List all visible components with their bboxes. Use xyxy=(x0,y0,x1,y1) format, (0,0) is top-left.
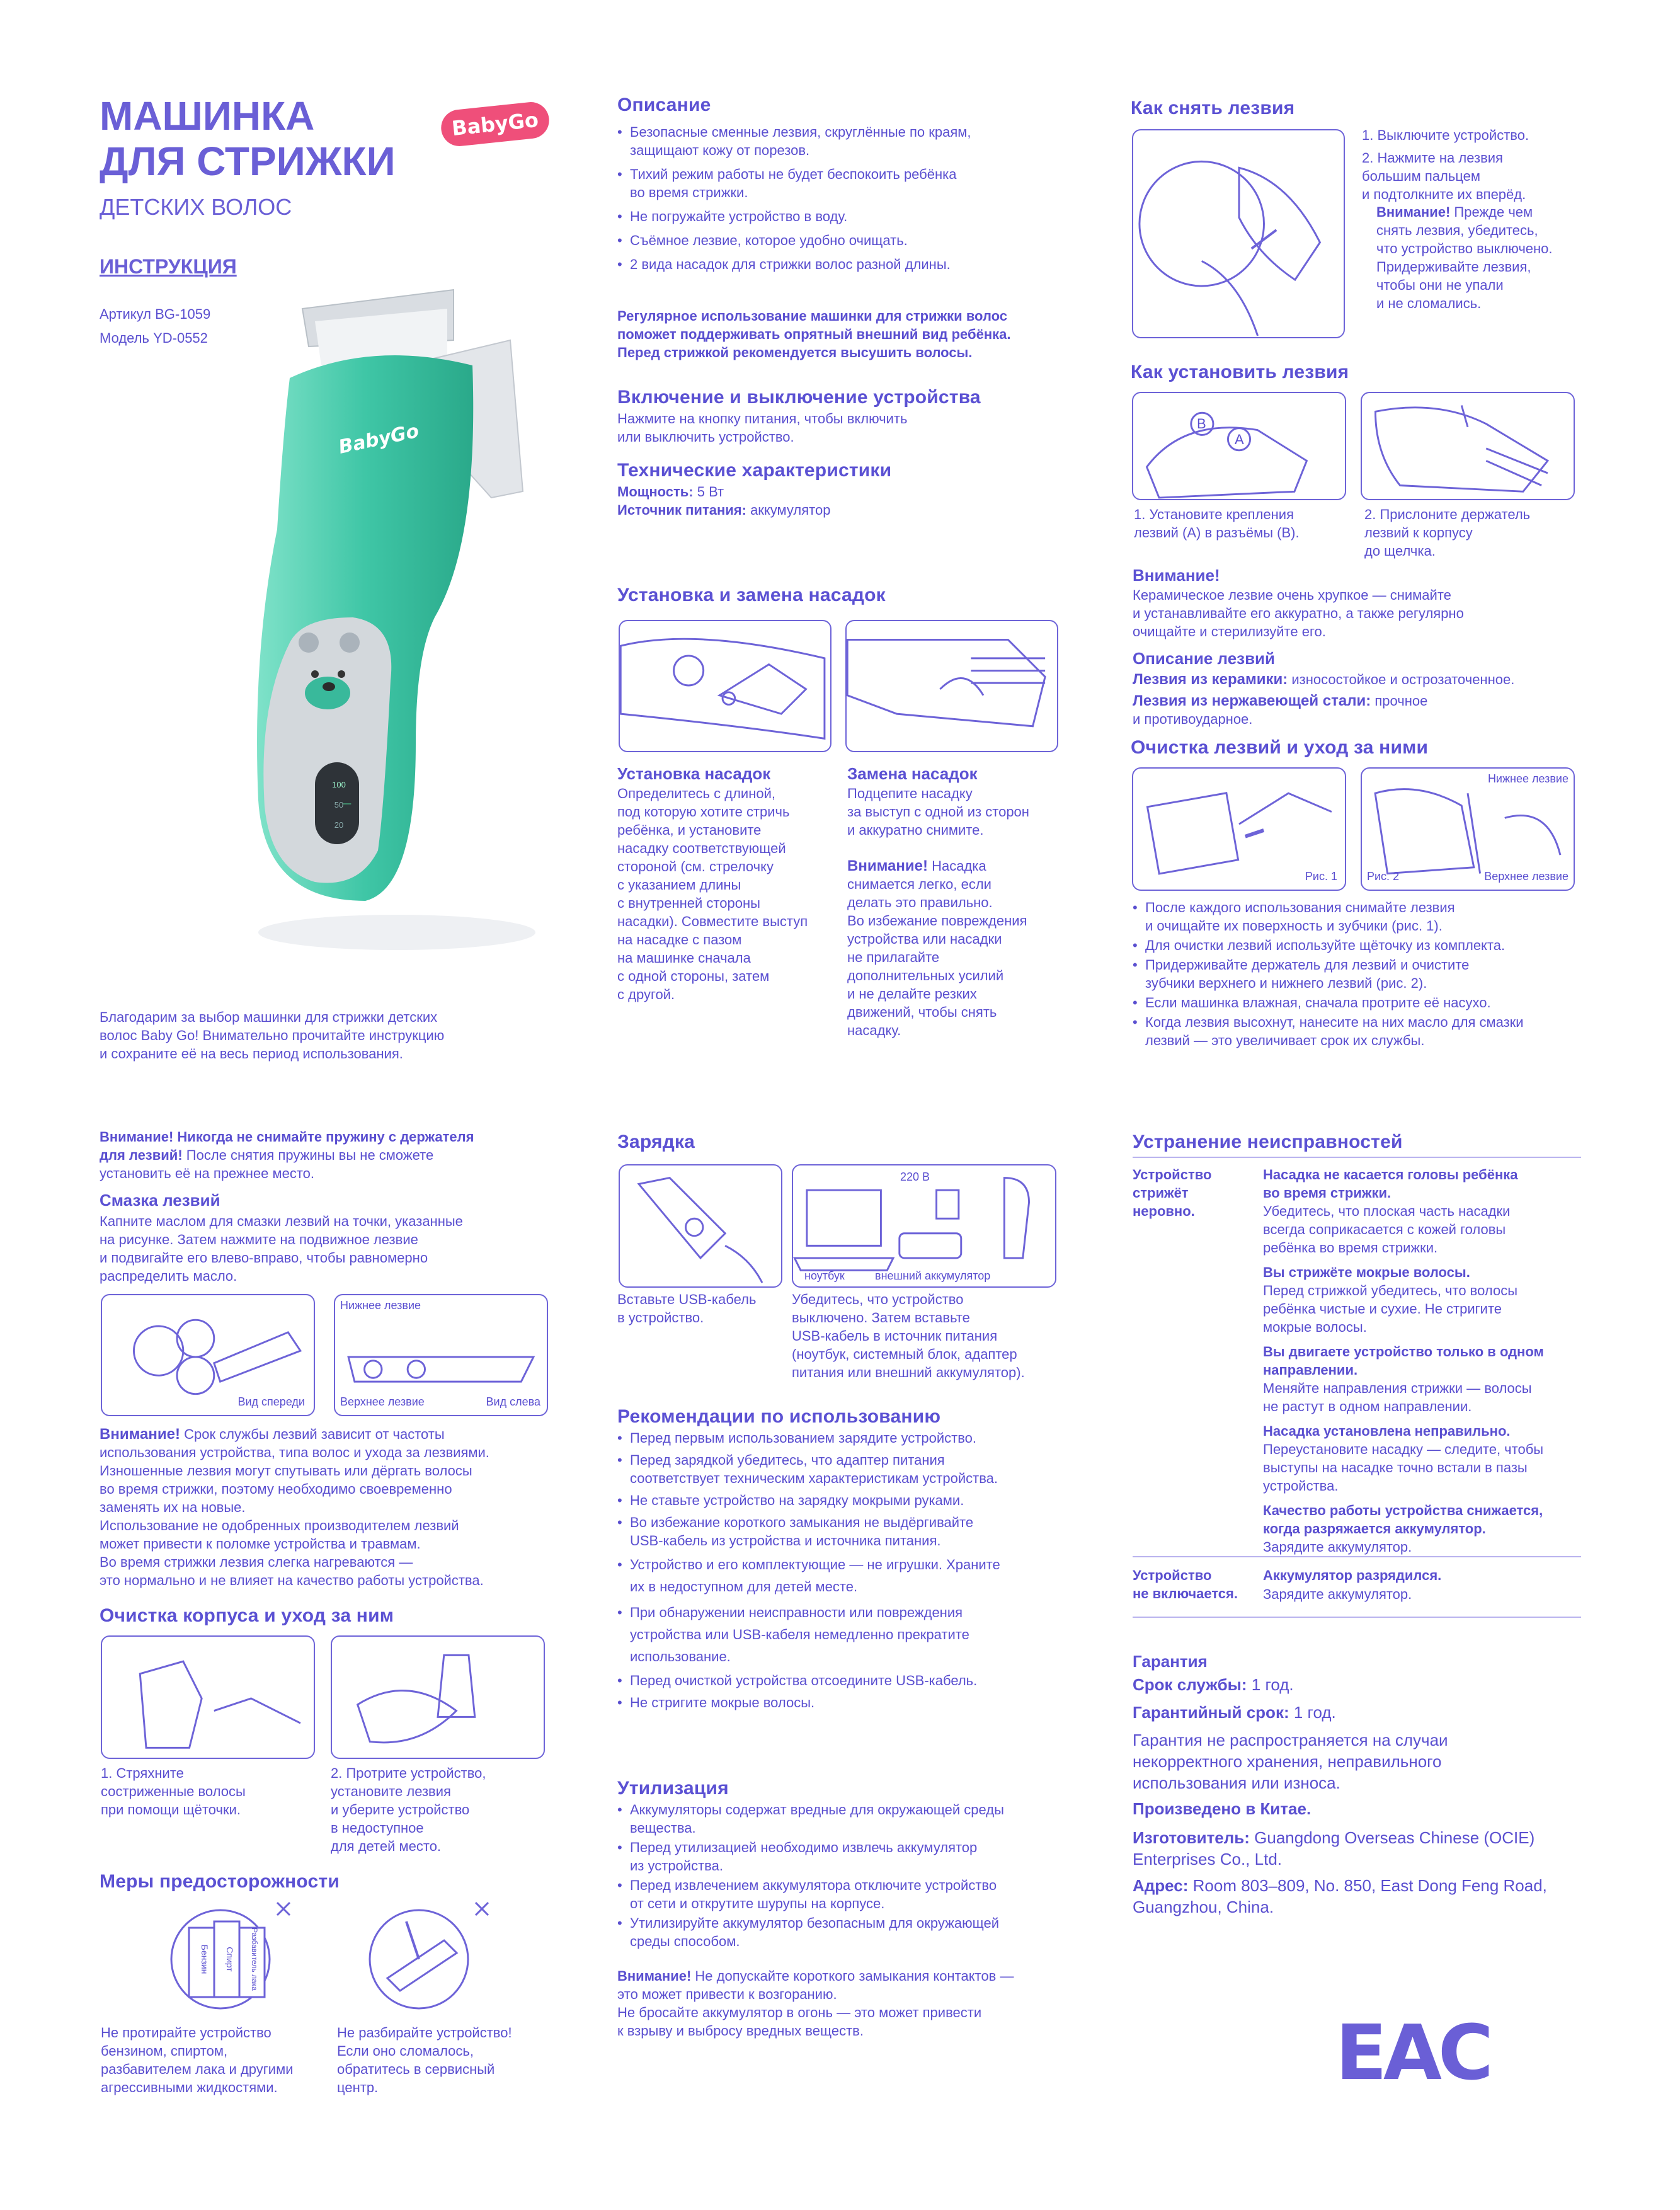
solution-fix: Перед стрижкой убедитесь, что волосы ребёнка чистые и сухие. Не стригите мокрые волосы. xyxy=(1263,1283,1518,1335)
body-clean-heading: Очистка корпуса и уход за ним xyxy=(100,1605,394,1626)
solution-cause: Вы стрижёте мокрые волосы. xyxy=(1263,1264,1470,1280)
lubrication-image-1 xyxy=(101,1294,315,1416)
list-item: • Безопасные сменные лезвия, скруглённые по краям, защищают кожу от порезов. xyxy=(617,123,1071,159)
specs-source xyxy=(617,501,831,519)
list-item: • Для очистки лезвий используйте щёточку из комплекта. xyxy=(1133,936,1586,954)
voltage-label: 220 В xyxy=(900,1171,930,1183)
solution-item xyxy=(1263,1422,1578,1495)
body-clean-step-2: 2. Протрите устройство, установите лезвия и уберите устройство в недоступное для детей место. xyxy=(331,1765,486,1854)
steel-text: прочное и противоударное. xyxy=(1133,693,1428,727)
divider xyxy=(1133,1617,1581,1618)
divider xyxy=(1133,1157,1581,1158)
remove-blades-drawing xyxy=(1133,130,1344,337)
display-value-3: 20 xyxy=(334,820,344,830)
solution-fix: Убедитесь, что плоская часть насадки всегда соприкасается с кожей головы ребёнка во время стрижки. xyxy=(1263,1203,1511,1256)
ceramic-label: Лезвия из керамики: xyxy=(1133,671,1288,688)
brand-logo xyxy=(439,100,551,148)
body-clean-drawing-2 xyxy=(332,1637,544,1758)
attachment-install-image xyxy=(619,620,831,752)
warning-label: Внимание! xyxy=(847,857,928,874)
front-view-label: Вид спереди xyxy=(237,1395,305,1408)
steel-label: Лезвия из нержавеющей стали: xyxy=(1133,692,1371,709)
troubleshooting-heading: Устранение неисправностей xyxy=(1133,1131,1403,1152)
list-item: • Перед утилизацией необходимо извлечь аккумулятор из устройства. xyxy=(617,1838,1083,1875)
install-blades-image-1 xyxy=(1132,392,1346,500)
spring-bold: Внимание! Никогда не снимайте пружину с держателя для лезвий! xyxy=(100,1129,474,1163)
display-readout xyxy=(320,775,358,835)
page-title xyxy=(100,93,396,184)
lubrication-heading: Смазка лезвий xyxy=(100,1191,220,1210)
body-clean-step-1: 1. Стряхните состриженные волосы при помощи щёточки. xyxy=(101,1765,246,1818)
list-item: • Придерживайте держатель для лезвий и очистите зубчики верхнего и нижнего лезвий (рис. 2). xyxy=(1133,956,1586,992)
title-line-1: МАШИНКА xyxy=(100,93,315,139)
title-line-2: ДЛЯ СТРИЖКИ xyxy=(100,139,396,184)
solution-cause: Насадка не касается головы ребёнка во время стрижки. xyxy=(1263,1167,1518,1201)
precaution-caption-1: Не протирайте устройство бензином, спиртом, разбавителем лака и другими агрессивными жидкостями. xyxy=(101,2025,294,2095)
list-item: • После каждого использования снимайте лезвия и очищайте их поверхность и зубчики (рис. 1). xyxy=(1133,898,1586,935)
description-heading: Описание xyxy=(617,94,711,115)
warranty-text: Гарантия не распространяется на случаи некорректного хранения, неправильного использования или износа. xyxy=(1133,1731,1448,1792)
blade-steel xyxy=(1133,692,1427,728)
device-brand: BabyGo xyxy=(336,420,421,459)
life-label: Срок службы: xyxy=(1133,1675,1247,1694)
specs-source-label: Источник питания: xyxy=(617,502,746,518)
problem-uneven: Устройство стрижёт неровно. xyxy=(1133,1167,1212,1219)
solution-fix: Зарядите аккумулятор. xyxy=(1263,1586,1412,1602)
blade-desc-heading: Описание лезвий xyxy=(1133,649,1276,668)
precautions-heading: Меры предосторожности xyxy=(100,1871,340,1892)
brand-logo-text: BabyGo xyxy=(450,107,540,141)
attachment-install-drawing xyxy=(620,621,830,751)
replace-attachment-heading: Замена насадок xyxy=(847,764,978,783)
blade-ceramic xyxy=(1133,670,1514,689)
list-item: • 2 вида насадок для стрижки волос разной длины. xyxy=(617,255,1071,273)
upper-blade-label: Верхнее лезвие xyxy=(1484,870,1569,883)
list-item: • Устройство и его комплектующие — не игрушки. Храните их в недоступном для детей месте. xyxy=(617,1554,1083,1598)
disposal-warning xyxy=(617,1967,1014,2040)
divider xyxy=(1133,1556,1581,1557)
solution-fix: Меняйте направления стрижки — волосы не растут в одном направлении. xyxy=(1263,1380,1532,1414)
remove-warning xyxy=(1376,203,1553,312)
spring-warning xyxy=(100,1128,474,1182)
address-value: Room 803–809, No. 850, East Dong Feng Road, Guangzhou, China. xyxy=(1133,1876,1547,1916)
solutions-uneven xyxy=(1263,1165,1578,1556)
bottle-2-label: Спирт xyxy=(225,1947,235,1972)
address-label: Адрес: xyxy=(1133,1876,1189,1895)
specs-power xyxy=(617,483,724,501)
list-item: • Съёмное лезвие, которое удобно очищать. xyxy=(617,231,1071,249)
install-warning-label: Внимание! xyxy=(1133,566,1220,585)
warning-text: Прежде чем снять лезвия, убедитесь, что устройство выключено. Придерживайте лезвия, чтобы они не упали и не сломались. xyxy=(1376,204,1553,311)
list-item: • Перед первым использованием зарядите устройство. xyxy=(617,1429,1083,1447)
list-item: • Утилизируйте аккумулятор безопасным для окружающей среды способом. xyxy=(617,1914,1083,1950)
warning-text: Не допускайте короткого замыкания контактов — это может привести к возгоранию. Не бросайте аккумулятор в огонь — это может привести к взрыву и выбросу вредных веществ. xyxy=(617,1968,1014,2039)
install-blades-drawing-2 xyxy=(1362,393,1574,499)
list-item: • Перед очисткой устройства отсоедините USB-кабель. xyxy=(617,1671,1083,1690)
install-attachment-text: Определитесь с длиной, под которую хотите стричь ребёнка, и установите насадку соответствующей стороной (см. стрелочку с указанием длины с внутренней стороны насадки). Совместите выступ на насадке с пазом на машинке сначала с одной стороны, затем с другой. xyxy=(617,786,808,1002)
list-item: • Если машинка влажная, сначала протрите её насухо. xyxy=(1133,993,1586,1012)
precaution-image-2 xyxy=(350,1896,501,2010)
instruction-label: ИНСТРУКЦИЯ xyxy=(100,255,237,278)
solution-cause: Аккумулятор разрядился. xyxy=(1263,1567,1442,1583)
install-blades-heading: Как установить лезвия xyxy=(1131,362,1349,382)
body-clean-image-1 xyxy=(101,1635,315,1759)
term-value: 1 год. xyxy=(1289,1703,1336,1722)
problem-no-power: Устройство не включается. xyxy=(1133,1567,1238,1601)
lower-blade-label: Нижнее лезвие xyxy=(340,1299,421,1312)
list-item: • Не стригите мокрые волосы. xyxy=(617,1693,1083,1712)
replace-attachment-text: Подцепите насадку за выступ с одной из сторон и аккуратно снимите. xyxy=(847,786,1029,838)
disposal-heading: Утилизация xyxy=(617,1778,729,1799)
list-item: • Перед извлечением аккумулятора отключите устройство от сети и открутите шурупы на корпусе. xyxy=(617,1876,1083,1913)
list-item: • Не погружайте устройство в воду. xyxy=(617,207,1071,226)
address xyxy=(1133,1875,1547,1918)
power-heading: Включение и выключение устройства xyxy=(617,387,981,408)
warning-text: Срок службы лезвий зависит от частоты использования устройства, типа волос и ухода за лезвиями. Изношенные лезвия могут спутывать или дёргать волосы во время стрижки, поэтому необходимо своевременно заменять их на новые. Использование не одобренных производителем лезвий может привести к поломке устройства и травмам. Во время стрижки лезвия слегка нагреваются — это нормально и не влияет на качество работы устройства. xyxy=(100,1426,489,1588)
product-illustration xyxy=(227,265,554,970)
warranty-heading: Гарантия xyxy=(1133,1652,1208,1671)
attachment-replace-drawing xyxy=(847,621,1057,751)
maker-label: Изготовитель: xyxy=(1133,1828,1250,1847)
install-step-2: 2. Прислоните держатель лезвий к корпусу до щелчка. xyxy=(1364,507,1531,559)
blade-clean-image-2 xyxy=(1361,767,1575,891)
manufacturer xyxy=(1133,1827,1534,1870)
remove-step-2: 2. Нажмите на лезвия большим пальцем и подтолкните их вперёд. xyxy=(1362,150,1526,202)
blade-clean-list xyxy=(1133,898,1586,1051)
eac-mark: EAC xyxy=(1335,2010,1490,2097)
display-value-1: 100 xyxy=(332,780,346,789)
bottle-1-label: Бензин xyxy=(200,1944,210,1974)
charging-caption-2: Убедитесь, что устройство выключено. Затем вставьте USB-кабель в источник питания (ноутбук, системный блок, адаптер питания или внешний аккумулятор). xyxy=(792,1291,1025,1380)
warning-label: Внимание! xyxy=(1376,204,1451,220)
list-item: • Аккумуляторы содержат вредные для окружающей среды вещества. xyxy=(617,1801,1083,1837)
remove-blades-heading: Как снять лезвия xyxy=(1131,98,1295,118)
spring-text: После снятия пружины вы не сможете установить её на прежнее место. xyxy=(100,1147,434,1181)
specs-source-value: аккумулятор xyxy=(750,502,831,518)
lubrication-warning xyxy=(100,1425,489,1589)
display-value-2: 50 xyxy=(334,800,344,810)
lower-blade-label: Нижнее лезвие xyxy=(1487,772,1569,785)
lubrication-image-2 xyxy=(334,1294,548,1416)
warning-label: Внимание! xyxy=(100,1426,180,1443)
blade-clean-heading: Очистка лезвий и уход за ними xyxy=(1131,737,1429,758)
list-item: • Тихий режим работы не будет беспокоить ребёнка во время стрижки. xyxy=(617,165,1071,202)
recommendations-list xyxy=(617,1429,1083,1715)
list-item: • При обнаружении неисправности или повреждения устройства или USB-кабеля немедленно прекратите использование. xyxy=(617,1601,1083,1668)
remove-step-1: 1. Выключите устройство. xyxy=(1362,127,1529,143)
charging-heading: Зарядка xyxy=(617,1131,695,1152)
specs-power-value: 5 Вт xyxy=(697,484,724,500)
recommendations-heading: Рекомендации по использованию xyxy=(617,1406,941,1427)
model-number: Модель YD-0552 xyxy=(100,330,208,346)
precaution-caption-2: Не разбирайте устройство! Если оно сломалось, обратитесь в сервисный центр. xyxy=(337,2025,512,2095)
upper-blade-label: Верхнее лезвие xyxy=(340,1395,425,1408)
left-view-label: Вид слева xyxy=(486,1395,540,1408)
laptop-label: ноутбук xyxy=(804,1269,845,1282)
install-attachment-heading: Установка насадок xyxy=(617,764,771,783)
article-number: Артикул BG-1059 xyxy=(100,306,211,322)
battery-label: внешний аккумулятор xyxy=(875,1269,991,1282)
list-item: • Когда лезвия высохнут, нанесите на них масло для смазки лезвий — это увеличивает срок их службы. xyxy=(1133,1013,1586,1050)
power-text: Нажмите на кнопку питания, чтобы включить или выключить устройство. xyxy=(617,411,908,445)
page-subtitle: ДЕТСКИХ ВОЛОС xyxy=(100,194,292,220)
charging-drawing-1 xyxy=(620,1165,781,1286)
description-list xyxy=(617,123,1071,279)
thanks-text: Благодарим за выбор машинки для стрижки детских волос Baby Go! Внимательно прочитайте инструкцию и сохраните её на весь период использования. xyxy=(100,1009,445,1062)
list-item: • Не ставьте устройство на зарядку мокрыми руками. xyxy=(617,1491,1083,1509)
attachments-heading: Установка и замена насадок xyxy=(617,585,886,605)
maker-value: Guangdong Overseas Chinese (OCIE) Enterprises Co., Ltd. xyxy=(1133,1828,1535,1869)
label-a: A xyxy=(1235,432,1244,447)
warning-label: Внимание! xyxy=(617,1968,692,1984)
solution-item xyxy=(1263,1343,1578,1416)
attachment-replace-image xyxy=(845,620,1058,752)
charging-image-1 xyxy=(619,1164,782,1288)
ceramic-text: износостойкое и острозаточенное. xyxy=(1288,672,1515,687)
list-item: • Во избежание короткого замыкания не выдёргивайте USB-кабель из устройства и источника питания. xyxy=(617,1513,1083,1550)
solution-fix: Зарядите аккумулятор. xyxy=(1263,1539,1412,1555)
charging-caption-1: Вставьте USB-кабель в устройство. xyxy=(617,1291,757,1325)
fig-2-label: Рис. 2 xyxy=(1367,870,1400,883)
lubrication-text: Капните маслом для смазки лезвий на точки, указанные на рисунке. Затем нажмите на подвижное лезвие и подвигайте его влево-вправо, чтобы равномерно распределить масло. xyxy=(100,1213,463,1284)
svg-text:—: — xyxy=(343,799,351,809)
made-in: Произведено в Китае. xyxy=(1133,1799,1311,1818)
specs-power-label: Мощность: xyxy=(617,484,694,500)
solution-item xyxy=(1263,1165,1578,1257)
warranty-life xyxy=(1133,1673,1294,1696)
specs-heading: Технические характеристики xyxy=(617,460,892,481)
disposal-list xyxy=(617,1801,1083,1952)
fig-1-label: Рис. 1 xyxy=(1305,870,1337,883)
life-value: 1 год. xyxy=(1247,1675,1294,1694)
charging-image-2 xyxy=(792,1164,1056,1288)
description-note: Регулярное использование машинки для стрижки волос поможет поддерживать опрятный внешний вид ребёнка. Перед стрижкой рекомендуется высушить волосы. xyxy=(617,308,1011,360)
solution-cause: Качество работы устройства снижается, когда разряжается аккумулятор. xyxy=(1263,1503,1543,1537)
solution-item xyxy=(1263,1263,1578,1336)
solution-item xyxy=(1263,1501,1578,1556)
label-b: B xyxy=(1197,416,1206,432)
body-clean-drawing-1 xyxy=(102,1637,314,1758)
solution-cause: Вы двигаете устройство только в одном направлении. xyxy=(1263,1344,1544,1378)
term-label: Гарантийный срок: xyxy=(1133,1703,1289,1722)
bottle-3-label: Разбавитель лака xyxy=(250,1928,259,1991)
blade-clean-image-1 xyxy=(1132,767,1346,891)
install-warning-text: Керамическое лезвие очень хрупкое — снимайте и устанавливайте его аккуратно, а также регулярно очищайте и стерилизуйте его. xyxy=(1133,587,1464,639)
list-item: • Перед зарядкой убедитесь, что адаптер питания соответствует техническим характеристикам устройства. xyxy=(617,1451,1083,1487)
solution-cause: Насадка установлена неправильно. xyxy=(1263,1423,1511,1439)
replace-attachment-warning xyxy=(847,857,1027,1039)
body-clean-image-2 xyxy=(331,1635,545,1759)
warranty-term xyxy=(1133,1701,1336,1724)
install-step-1: 1. Установите крепления лезвий (A) в разъёмы (B). xyxy=(1134,507,1300,541)
precaution-image-1 xyxy=(151,1896,302,2010)
warning-text: Насадка снимается легко, если делать это правильно. Во избежание повреждения устройства или насадки не прилагайте дополнительных усилий и не делайте резких движений, чтобы снять насадку. xyxy=(847,858,1027,1038)
remove-blades-image xyxy=(1132,129,1345,338)
solution-fix: Переустановите насадку — следите, чтобы выступы на насадке точно встали в пазы устройства. xyxy=(1263,1441,1544,1494)
install-blades-image-2 xyxy=(1361,392,1575,500)
